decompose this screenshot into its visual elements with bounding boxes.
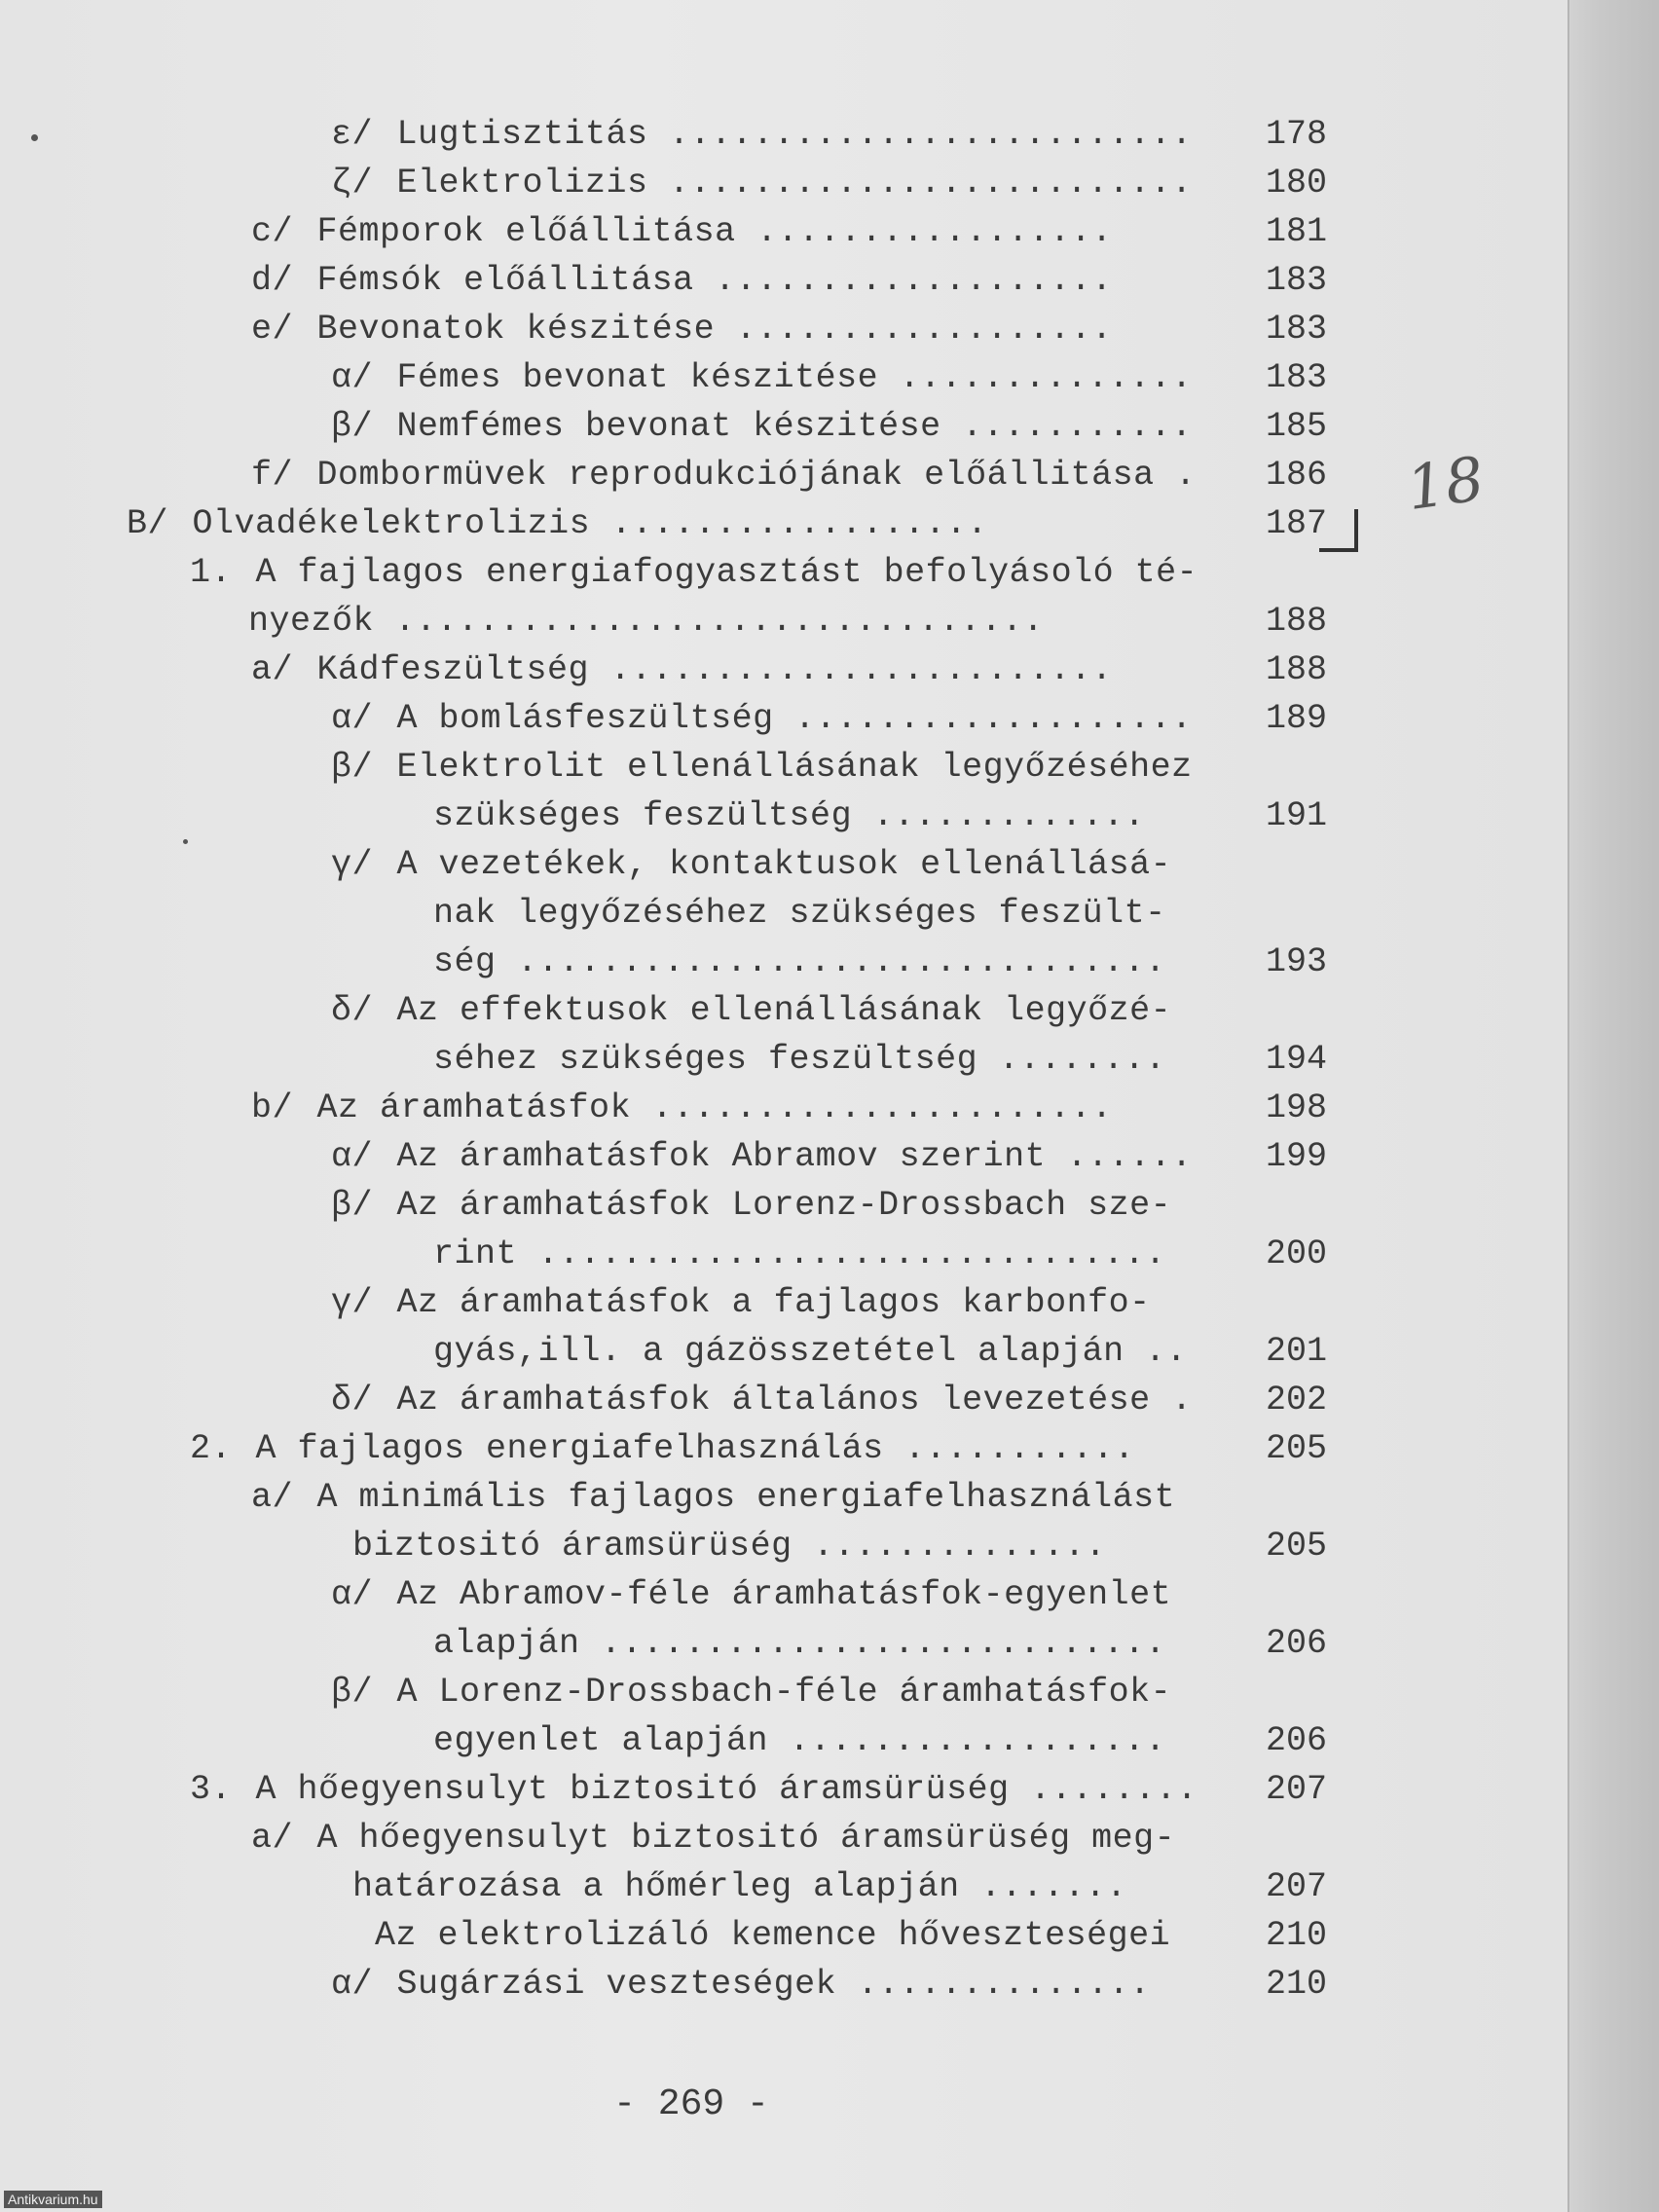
- toc-page-number: 188: [1266, 602, 1328, 641]
- toc-entry: f/ Dombormüvek reprodukciójának előállitása .: [251, 456, 1197, 495]
- toc-entry: ség ...............................: [433, 942, 1166, 981]
- toc-page-number: 185: [1266, 407, 1328, 446]
- toc-entry: δ/ Az áramhatásfok általános levezetése .: [331, 1381, 1193, 1419]
- toc-page-number: 191: [1266, 796, 1328, 835]
- toc-entry: β/ Nemfémes bevonat készitése ...........: [331, 407, 1193, 446]
- speck-mark: [31, 134, 38, 141]
- toc-entry: 2. A fajlagos energiafelhasználás ...........: [190, 1429, 1135, 1468]
- handwritten-note: 18: [1402, 442, 1489, 525]
- toc-page-number: 183: [1266, 310, 1328, 349]
- toc-entry: δ/ Az effektusok ellenállásának legyőzé-: [331, 991, 1172, 1030]
- toc-entry: gyás,ill. a gázösszetétel alapján ..: [433, 1332, 1188, 1371]
- toc-page-number: 205: [1266, 1527, 1328, 1566]
- toc-entry: β/ A Lorenz-Drossbach-féle áramhatásfok-: [331, 1673, 1172, 1712]
- toc-page-number: 194: [1266, 1040, 1328, 1079]
- toc-page-number: 180: [1266, 164, 1328, 203]
- toc-page-number: 188: [1266, 650, 1328, 689]
- page-binding-edge: [1567, 0, 1659, 2212]
- toc-entry: α/ Az áramhatásfok Abramov szerint ......: [331, 1137, 1193, 1176]
- toc-entry: α/ A bomlásfeszültség ...................: [331, 699, 1193, 738]
- toc-page-number: 207: [1266, 1770, 1328, 1809]
- toc-entry: β/ Elektrolit ellenállásának legyőzéséhez: [331, 748, 1193, 787]
- toc-page-number: 183: [1266, 261, 1328, 300]
- toc-page-number: 183: [1266, 358, 1328, 397]
- toc-entry: a/ A minimális fajlagos energiafelhasználást: [251, 1478, 1176, 1517]
- page-footer-number: - 269 -: [613, 2083, 769, 2125]
- toc-entry: c/ Fémporok előállitása .................: [251, 212, 1113, 251]
- watermark: Antikvarium.hu: [4, 2191, 102, 2208]
- toc-entry: ε/ Lugtisztitás .........................: [331, 115, 1193, 154]
- toc-entry: rint ..............................: [433, 1235, 1166, 1273]
- toc-page-number: 199: [1266, 1137, 1328, 1176]
- toc-page-number: 187: [1266, 504, 1328, 543]
- toc-page-number: 193: [1266, 942, 1328, 981]
- toc-page-number: 200: [1266, 1235, 1328, 1273]
- toc-entry: B/ Olvadékelektrolizis ..................: [127, 504, 988, 543]
- toc-entry: nak legyőzéséhez szükséges feszült-: [433, 894, 1166, 933]
- toc-entry: a/ Kádfeszültség ........................: [251, 650, 1113, 689]
- toc-entry: séhez szükséges feszültség ........: [433, 1040, 1166, 1079]
- toc-entry: γ/ A vezetékek, kontaktusok ellenállásá-: [331, 845, 1172, 884]
- toc-entry: biztositó áramsürüség ..............: [352, 1527, 1107, 1566]
- toc-page-number: 206: [1266, 1721, 1328, 1760]
- toc-entry: b/ Az áramhatásfok ......................: [251, 1088, 1113, 1127]
- toc-entry: α/ Sugárzási veszteségek ..............: [331, 1965, 1151, 2004]
- toc-entry: 1. A fajlagos energiafogyasztást befolyásoló té-: [190, 553, 1198, 592]
- toc-entry: egyenlet alapján ..................: [433, 1721, 1166, 1760]
- toc-page-number: 210: [1266, 1965, 1328, 2004]
- toc-page-number: 201: [1266, 1332, 1328, 1371]
- toc-entry: Az elektrolizáló kemence hőveszteségei: [375, 1916, 1171, 1955]
- toc-entry: szükséges feszültség .............: [433, 796, 1146, 835]
- speck-mark: [183, 839, 188, 844]
- handwritten-bracket-mark: [1319, 509, 1358, 552]
- toc-page-number: 198: [1266, 1088, 1328, 1127]
- toc-entry: α/ Az Abramov-féle áramhatásfok-egyenlet: [331, 1575, 1172, 1614]
- toc-page-number: 205: [1266, 1429, 1328, 1468]
- toc-page-number: 181: [1266, 212, 1328, 251]
- toc-entry: határozása a hőmérleg alapján .......: [352, 1867, 1127, 1906]
- toc-page-number: 178: [1266, 115, 1328, 154]
- toc-page-number: 202: [1266, 1381, 1328, 1419]
- toc-entry: d/ Fémsók előállitása ...................: [251, 261, 1113, 300]
- toc-entry: nyezők ...............................: [248, 602, 1045, 641]
- toc-page-number: 207: [1266, 1867, 1328, 1906]
- toc-entry: alapján ...........................: [433, 1624, 1166, 1663]
- toc-entry: ζ/ Elektrolizis .........................: [331, 164, 1193, 203]
- toc-page-number: 206: [1266, 1624, 1328, 1663]
- toc-entry: e/ Bevonatok készitése ..................: [251, 310, 1113, 349]
- toc-entry: 3. A hőegyensulyt biztositó áramsürüség ........: [190, 1770, 1198, 1809]
- toc-entry: γ/ Az áramhatásfok a fajlagos karbonfo-: [331, 1283, 1151, 1322]
- toc-entry: β/ Az áramhatásfok Lorenz-Drossbach sze-: [331, 1186, 1172, 1225]
- toc-page-number: 186: [1266, 456, 1328, 495]
- toc-entry: a/ A hőegyensulyt biztositó áramsürüség meg-: [251, 1819, 1176, 1858]
- toc-page-number: 189: [1266, 699, 1328, 738]
- toc-entry: α/ Fémes bevonat készitése ..............: [331, 358, 1193, 397]
- toc-page-number: 210: [1266, 1916, 1328, 1955]
